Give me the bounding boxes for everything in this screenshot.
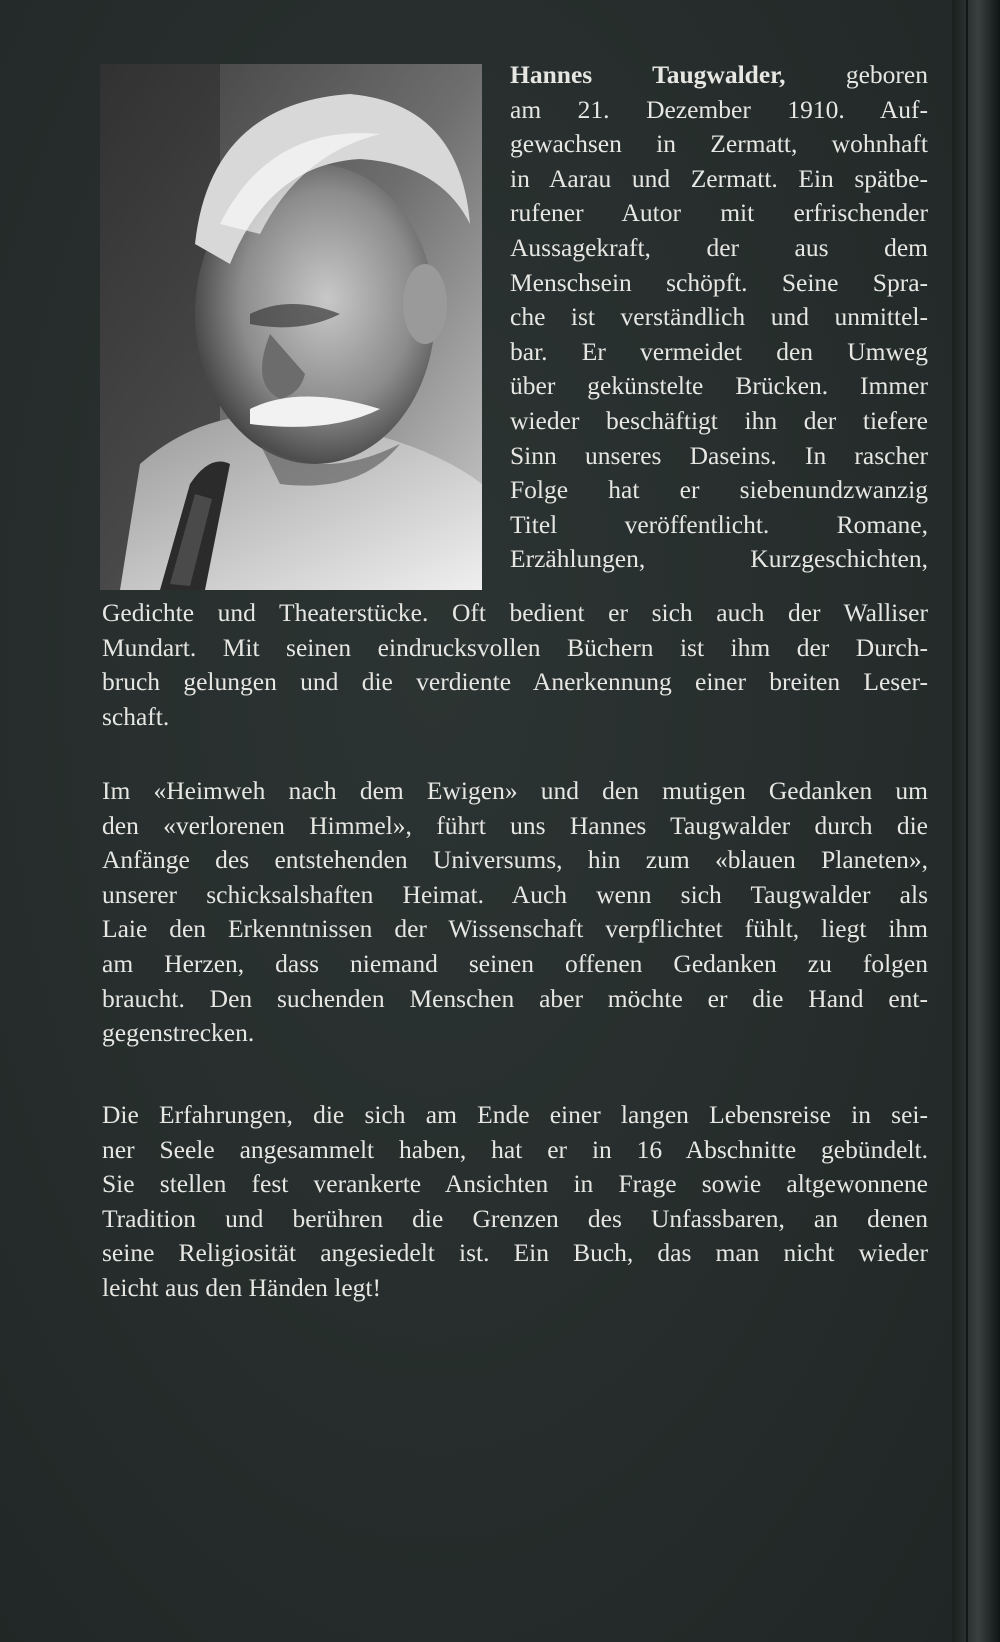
book-summary-paragraph xyxy=(102,1098,928,1306)
bio-line: über gekünstelte Brücken. Immer xyxy=(510,371,928,401)
paragraph-line: den «verlorenen Himmel», führt uns Hannes Taugwalder durch die xyxy=(102,810,928,840)
bio-line: schaft. xyxy=(102,701,170,731)
paragraph-line: Tradition und berühren die Grenzen des Unfassbaren, an denen xyxy=(102,1203,928,1233)
bio-line: Titel veröffentlicht. Romane, xyxy=(510,509,928,539)
bio-line: bar. Er vermeidet den Umweg xyxy=(510,336,928,366)
paragraph-line: am Herzen, dass niemand seinen offenen Gedanken zu folgen xyxy=(102,948,928,978)
author-portrait-photo xyxy=(100,64,482,590)
bio-line: rufener Autor mit erfrischender xyxy=(510,198,928,228)
paragraph-line: Laie den Erkenntnissen der Wissenschaft verpflichtet fühlt, liegt ihm xyxy=(102,914,928,944)
paragraph-line: leicht aus den Händen legt! xyxy=(102,1272,381,1302)
book-description-paragraph xyxy=(102,774,928,1051)
portrait-illustration xyxy=(100,64,482,590)
paragraph-line: unserer schicksalshaften Heimat. Auch wenn sich Taugwalder als xyxy=(102,879,928,909)
bio-line: che ist verständlich und unmittel- xyxy=(510,302,928,332)
bio-text: geboren xyxy=(785,60,928,89)
bio-line: Aussagekraft, der aus dem xyxy=(510,232,928,262)
paragraph-line: Anfänge des entstehenden Universums, hin zum «blauen Planeten», xyxy=(102,845,928,875)
bio-line xyxy=(510,58,928,93)
bio-line: in Aarau und Zermatt. Ein spätbe- xyxy=(510,163,928,193)
bio-line: Mundart. Mit seinen eindrucksvollen Büchern ist ihm der Durch- xyxy=(102,632,928,662)
bio-line: Folge hat er siebenundzwanzig xyxy=(510,475,928,505)
paragraph-line: Sie stellen fest verankerte Ansichten in Frage sowie altgewonnene xyxy=(102,1169,928,1199)
paragraph-line: ner Seele angesammelt haben, hat er in 16 Abschnitte gebündelt. xyxy=(102,1134,928,1164)
paragraph-line: Die Erfahrungen, die sich am Ende einer langen Lebensreise in sei- xyxy=(102,1100,928,1129)
author-bio-side-column xyxy=(510,58,928,577)
bio-line: Menschsein schöpft. Seine Spra- xyxy=(510,267,928,297)
bio-line: gewachsen in Zermatt, wohnhaft xyxy=(510,129,928,159)
bio-line: Gedichte und Theaterstücke. Oft bedient er sich auch der Walliser xyxy=(102,598,928,627)
bio-line: bruch gelungen und die verdiente Anerkennung einer breiten Leser- xyxy=(102,667,928,697)
paragraph-line: Im «Heimweh nach dem Ewigen» und den mutigen Gedanken um xyxy=(102,776,928,805)
paragraph-line: seine Religiosität angesiedelt ist. Ein Buch, das man nicht wieder xyxy=(102,1238,928,1268)
cover-spine-edge xyxy=(952,0,1000,1642)
paragraph-line: braucht. Den suchenden Menschen aber möchte er die Hand ent- xyxy=(102,983,928,1013)
bio-line: am 21. Dezember 1910. Auf- xyxy=(510,94,928,124)
bio-line: Erzählungen, Kurzgeschichten, xyxy=(510,544,928,574)
paragraph-line: gegenstrecken. xyxy=(102,1018,255,1048)
author-bio-continued xyxy=(102,596,928,734)
bio-line: wieder beschäftigt ihn der tiefere xyxy=(510,405,928,435)
author-name: Hannes Taugwalder, xyxy=(510,60,786,89)
bio-line: Sinn unseres Daseins. In rascher xyxy=(510,440,928,470)
